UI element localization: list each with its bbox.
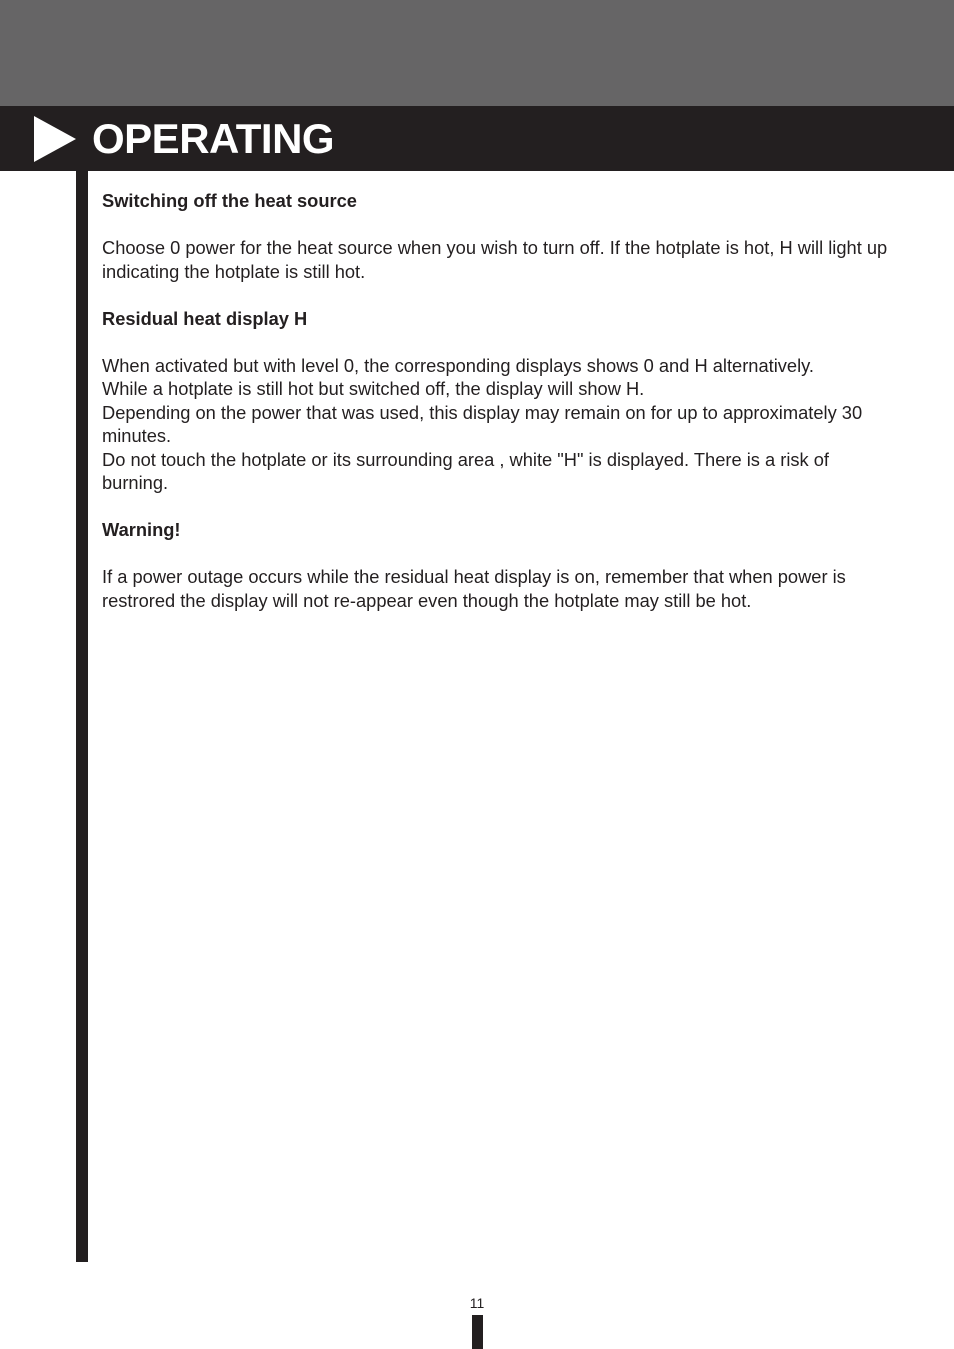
residual-heat-line: Do not touch the hotplate or its surrounding area , white "H" is displayed. There is a risk of burning. (102, 448, 830, 493)
page-number: 11 (469, 1295, 485, 1311)
heading-switching-off: Switching off the heat source (102, 190, 357, 211)
play-arrow-icon (34, 116, 76, 162)
page-tab-marker (472, 1315, 483, 1349)
paragraph-residual-heat (102, 354, 892, 495)
paragraph-warning: If a power outage occurs while the residual heat display is on, remember that when power is restrored the display will not re-appear even though the hotplate may still be hot. (102, 566, 846, 611)
page-title: OPERATING (92, 115, 335, 162)
residual-heat-line: When activated but with level 0, the corresponding displays shows 0 and H alternatively. (102, 354, 814, 376)
heading-residual-heat: Residual heat display H (102, 307, 308, 329)
header-band (0, 0, 954, 106)
main-content (102, 189, 892, 636)
residual-heat-line: Depending on the power that was used, this display may remain on for up to approximately 30 minutes. (102, 401, 863, 446)
left-margin-rule (76, 171, 88, 1262)
residual-heat-line: While a hotplate is still hot but switched off, the display will show H. (102, 378, 645, 399)
heading-warning: Warning! (102, 519, 181, 540)
paragraph-switching-off: Choose 0 power for the heat source when you wish to turn off. If the hotplate is hot, H will light up indicating the hotplate is still hot. (102, 237, 888, 282)
